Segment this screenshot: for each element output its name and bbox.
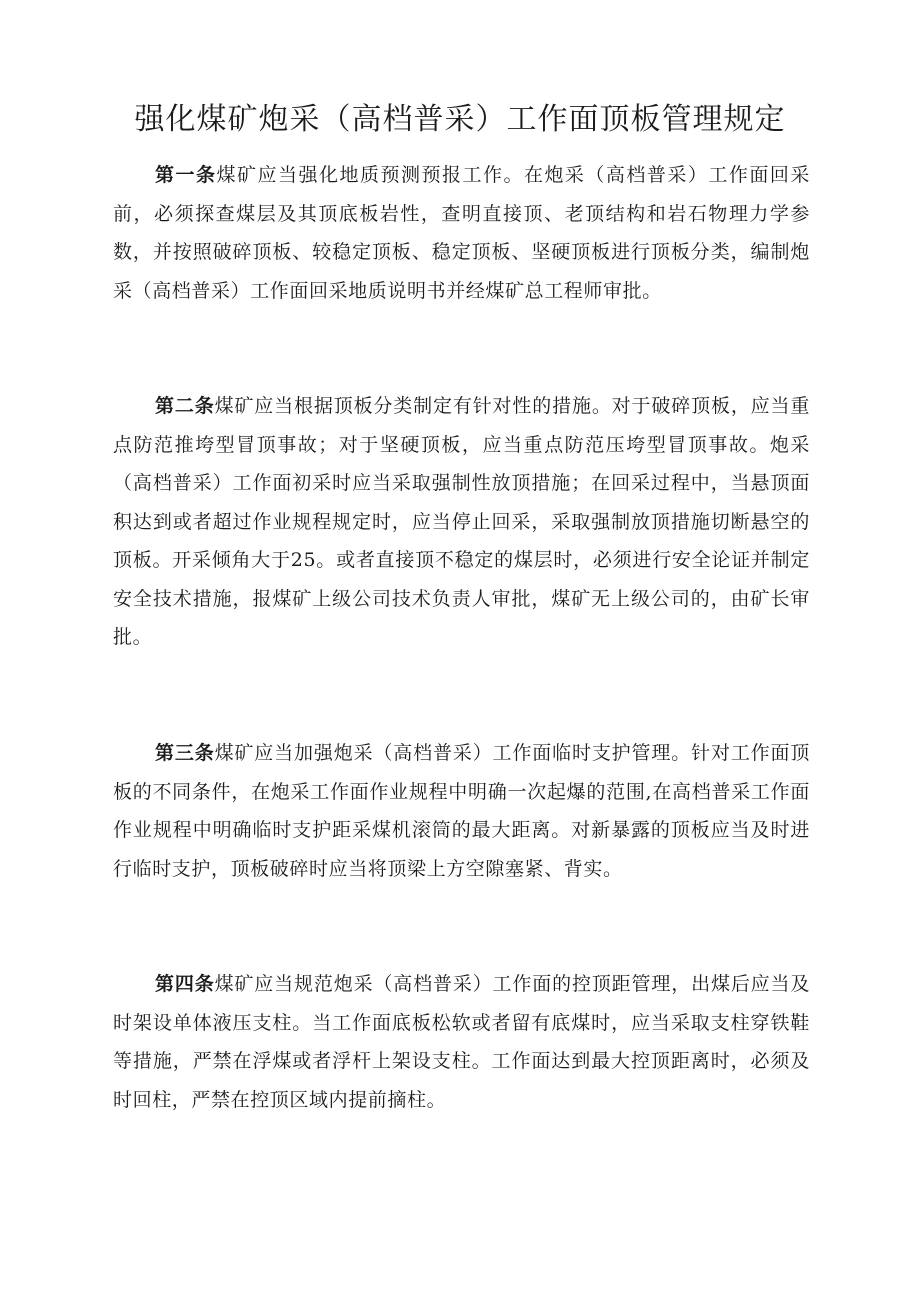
article-paragraph — [113, 387, 810, 657]
article-text: 煤矿应当加强炮采（高档普采）工作面临时支护管理。针对工作面顶板的不同条件，在炮采工作面作业规程中明确一次起爆的范围,在高档普采工作面作业规程中明确临时支护距采煤机滚筒的最大距离。对新暴露的顶板应当及时进行临时支护，顶板破碎时应当将顶梁上方空隙塞紧、背实。 — [113, 742, 810, 880]
article-label: 第三条 — [155, 742, 215, 764]
article-label: 第四条 — [155, 973, 215, 995]
document-title: 强化煤矿炮采（高档普采）工作面顶板管理规定 — [134, 102, 786, 137]
article-text: 煤矿应当根据顶板分类制定有针对性的措施。对于破碎顶板，应当重点防范推垮型冒顶事故；对于坚硬顶板，应当重点防范压垮型冒顶事故。炮采（高档普采）工作面初采时应当采取强制性放顶措施；在回采过程中，当悬顶面积达到或者超过作业规程规定时，应当停止回采，采取强制放顶措施切断悬空的顶板。开采倾角大于25。或者直接顶不稳定的煤层时，必须进行安全论证并制定安全技术措施，报煤矿上级公司技术负责人审批，煤矿无上级公司的，由矿长审批。 — [113, 395, 810, 648]
article-paragraph — [113, 734, 810, 888]
article-paragraph — [113, 965, 810, 1119]
article-label: 第一条 — [155, 164, 217, 186]
article-text: 煤矿应当强化地质预测预报工作。在炮采（高档普采）工作面回采前，必须探查煤层及其顶底板岩性，查明直接顶、老顶结构和岩石物理力学参数，并按照破碎顶板、较稳定顶板、稳定顶板、坚硬顶板进行顶板分类，编制炮采（高档普采）工作面回采地质说明书并经煤矿总工程师审批。 — [113, 164, 810, 302]
article-paragraph — [113, 156, 810, 310]
article-text: 煤矿应当规范炮采（高档普采）工作面的控顶距管理，出煤后应当及时架设单体液压支柱。当工作面底板松软或者留有底煤时，应当采取支柱穿铁鞋等措施，严禁在浮煤或者浮杆上架设支柱。工作面达到最大控顶距离时，必须及时回柱，严禁在控顶区域内提前摘柱。 — [113, 973, 810, 1111]
article-label: 第二条 — [155, 395, 215, 417]
